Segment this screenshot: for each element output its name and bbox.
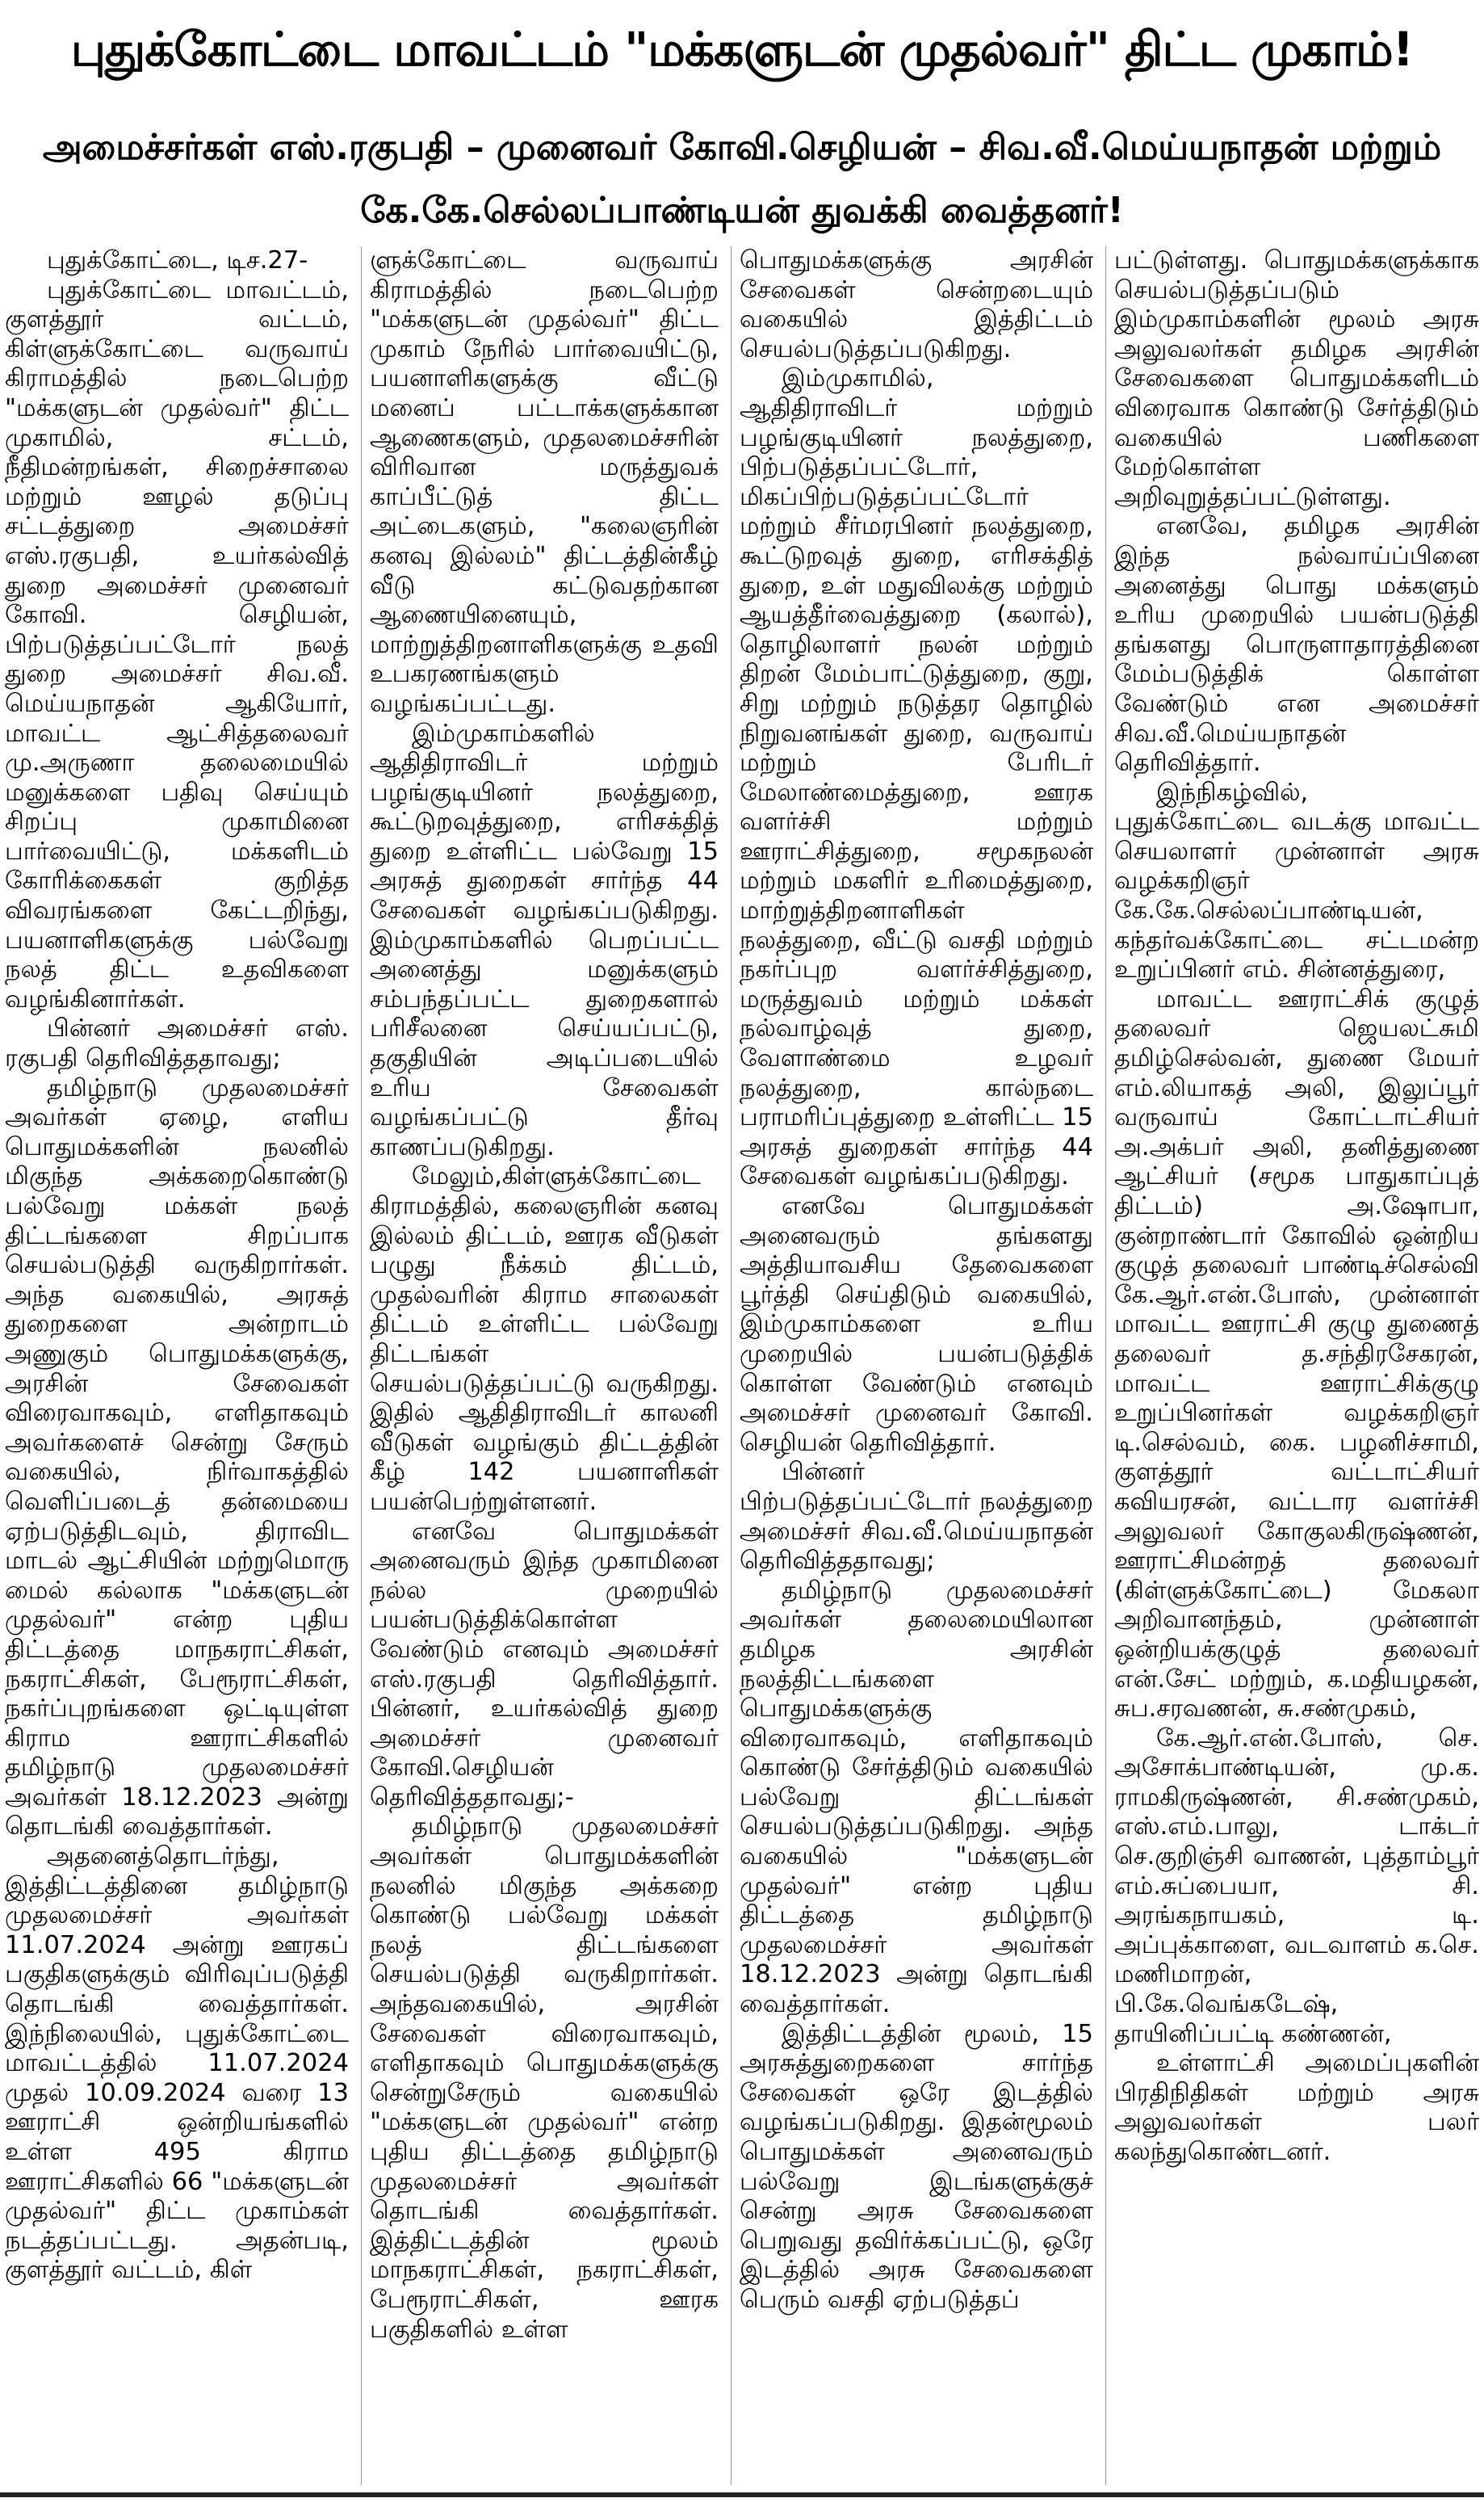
paragraph: மேலும்,கிள்ளுக்கோட்டை கிராமத்தில், கலைஞரின் கனவு இல்லம் திட்டம், ஊரக வீடுகள் பழுது நீக்கம் திட்டம், முதல்வரின் கிராம சாலைகள் திட்டம் உள்ளிட்ட பல்வேறு திட்டங்கள் செயல்படுத்தப்பட்டு வருகிறது. இதில் ஆதிதிராவிடர் காலனி வீடுகள் வழங்கும் திட்டத்தின் கீழ் 142 பயனாளிகள் பயன்பெற்றுள்ளனர். (370, 1162, 719, 1516)
paragraph: புதுக்கோட்டை மாவட்டம், குளத்தூர் வட்டம், கிள்ளுக்கோட்டை வருவாய் கிராமத்தில் நடைபெற்ற "மக்களுடன் முதல்வர்" திட்ட முகாமில், சட்டம், நீதிமன்றங்கள், சிறைச்சாலை மற்றும் ஊழல் தடுப்பு சட்டத்துறை அமைச்சர் எஸ்.ரகுபதி, உயர்கல்வித் துறை அமைச்சர் முனைவர் கோவி. செழியன், பிற்படுத்தப்பட்டோர் நலத் துறை அமைச்சர் சிவ.வீ. மெய்யநாதன் ஆகியோர், மாவட்ட ஆட்சித்தலைவர் மு.அருணா தலைமையில் மனுக்களை பதிவு செய்யும் சிறப்பு முகாமினை பார்வையிட்டு, மக்களிடம் கோரிக்கைகள் குறித்த விவரங்களை கேட்டறிந்து, பயனாளிகளுக்கு பல்வேறு நலத் திட்ட உதவிகளை வழங்கினார்கள். (5, 275, 349, 1014)
article-column-4 (1114, 246, 1479, 2485)
article-column-2 (370, 246, 723, 2485)
subheadline-line-2: கே.கே.செல்லப்பாண்டியன் துவக்கி வைத்தனர்! (360, 190, 1124, 231)
paragraph: தமிழ்நாடு முதலமைச்சர் அவர்கள் ஏழை, எளிய பொதுமக்களின் நலனில் மிகுந்த அக்கறைகொண்டு பல்வேறு மக்கள் நலத் திட்டங்களை சிறப்பாக செயல்படுத்தி வருகிறார்கள். அந்த வகையில், அரசுத் துறைகளை அன்றாடம் அணுகும் பொதுமக்களுக்கு, அரசின் சேவைகள் விரைவாகவும், எளிதாகவும் அவர்களைச் சென்று சேரும் வகையில், நிர்வாகத்தில் வெளிப்படைத் தன்மையை ஏற்படுத்திடவும், திராவிட மாடல் ஆட்சியின் மற்றுமொரு மைல் கல்லாக "மக்களுடன் முதல்வர்" என்ற புதிய திட்டத்தை மாநகராட்சிகள், நகராட்சிகள், பேரூராட்சிகள், நகர்ப்புறங்களை ஒட்டியுள்ள கிராம ஊராட்சிகளில் தமிழ்நாடு முதலமைச்சர் அவர்கள் 18.12.2023 அன்று தொடங்கி வைத்தார்கள். (5, 1073, 349, 1841)
paragraph: கே.ஆர்.என்.போஸ், செ. அசோக்பாண்டியன், மு.க. ராமகிருஷ்ணன், சி.சண்முகம், எஸ்.எம்.பாலு, டாக்டர் செ.குறிஞ்சி வாணன், புத்தாம்பூர் எம்.சுப்பையா, சி. அரங்கநாயகம், டி. அப்புக்காளை, வடவாளம் க.செ. மணிமாறன், பி.கே.வெங்கடேஷ், தாயினிப்பட்டி கண்ணன், (1114, 1724, 1479, 2048)
paragraph: உள்ளாட்சி அமைப்புகளின் பிரதிநிதிகள் மற்றும் அரசு அலுவலர்கள் பலர் கலந்துகொண்டனர். (1114, 2049, 1479, 2166)
paragraph: அதனைத்தொடர்ந்து, இத்திட்டத்தினை தமிழ்நாடு முதலமைச்சர் அவர்கள் 11.07.2024 அன்று ஊரகப் பகுதிகளுக்கும் விரிவுப்படுத்தி தொடங்கி வைத்தார்கள். இந்நிலையில், புதுக்கோட்டை மாவட்டத்தில் 11.07.2024 முதல் 10.09.2024 வரை 13 ஊராட்சி ஒன்றியங்களில் உள்ள 495 கிராம ஊராட்சிகளில் 66 "மக்களுடன் முதல்வர்" திட்ட முகாம்கள் நடத்தப்பட்டது. அதன்படி, குளத்தூர் வட்டம், கிள் (5, 1842, 349, 2285)
paragraph: எனவே பொதுமக்கள் அனைவரும் தங்களது அத்தியாவசிய தேவைகளை பூர்த்தி செய்திடும் வகையில், இம்முகாம்களை உரிய முறையில் பயன்படுத்திக் கொள்ள வேண்டும் எனவும் அமைச்சர் முனைவர் கோவி. செழியன் தெரிவித்தார். (740, 1192, 1093, 1457)
page-bottom-border (0, 2492, 1484, 2497)
paragraph: பின்னர் அமைச்சர் எஸ். ரகுபதி தெரிவித்ததாவது; (5, 1014, 349, 1073)
paragraph: மாவட்ட ஊராட்சிக் குழுத் தலைவர் ஜெயலட்சுமி தமிழ்செல்வன், துணை மேயர் எம்.லியாகத் அலி, இலுப்பூர் வருவாய் கோட்டாட்சியர் அ.அக்பர் அலி, தனித்துணை ஆட்சியர் (சமூக பாதுகாப்புத் திட்டம்) அ.ஷோபா, குன்றாண்டார் கோவில் ஒன்றிய குழுத் தலைவர் பாண்டிச்செல்வி கே.ஆர்.என்.போஸ், முன்னாள் மாவட்ட ஊராட்சி குழு துணைத் தலைவர் த.சந்திரசேகரன், மாவட்ட ஊராட்சிக்குழு உறுப்பினர்கள் வழக்கறிஞர் டி.செல்வம், கை. பழனிச்சாமி, குளத்தூர் வட்டாட்சியர் கவியரசன், வட்டார வளர்ச்சி அலுவலர் கோகுலகிருஷ்ணன், ஊராட்சிமன்றத் தலைவர் (கிள்ளுக்கோட்டை) மேகலா அறிவானந்தம், முன்னாள் ஒன்றியக்குழுத் தலைவர் என்.சேட் மற்றும், க.மதியழகன், சுப.சரவணன், சு.சண்முகம், (1114, 985, 1479, 1724)
paragraph: பொதுமக்களுக்கு அரசின் சேவைகள் சென்றடையும் வகையில் இத்திட்டம் செயல்படுத்தப்படுகிறது. (740, 246, 1093, 363)
article-column-1 (5, 246, 354, 2485)
column-divider (731, 246, 732, 2485)
paragraph: தமிழ்நாடு முதலமைச்சர் அவர்கள் தலைமையிலான தமிழக அரசின் நலத்திட்டங்களை பொதுமக்களுக்கு விரைவாகவும், எளிதாகவும் கொண்டு சேர்த்திடும் வகையில் பல்வேறு திட்டங்கள் செயல்படுத்தப்படுகிறது. அந்த வகையில் "மக்களுடன் முதல்வர்" என்ற புதிய திட்டத்தை தமிழ்நாடு முதலமைச்சர் அவர்கள் 18.12.2023 அன்று தொடங்கி வைத்தார்கள். (740, 1576, 1093, 2019)
headline: புதுக்கோட்டை மாவட்டம் "மக்களுடன் முதல்வர்" திட்ட முகாம்! (70, 22, 1414, 77)
paragraph: இம்முகாம்களில் ஆதிதிராவிடர் மற்றும் பழங்குடியினர் நலத்துறை, கூட்டுறவுத்துறை, எரிசக்தித் துறை உள்ளிட்ட பல்வேறு 15 அரசுத் துறைகள் சார்ந்த 44 சேவைகள் வழங்கப்படுகிறது. இம்முகாம்களில் பெறப்பட்ட அனைத்து மனுக்களும் சம்பந்தப்பட்ட துறைகளால் பரிசீலனை செய்யப்பட்டு, தகுதியின் அடிப்படையில் உரிய சேவைகள் வழங்கப்பட்டு தீர்வு காணப்படுகிறது. (370, 719, 719, 1161)
column-divider (1105, 246, 1106, 2485)
article-column-3 (740, 246, 1098, 2485)
paragraph: புதுக்கோட்டை, டிச.27- (47, 246, 308, 275)
paragraph: ளுக்கோட்டை வருவாய் கிராமத்தில் நடைபெற்ற "மக்களுடன் முதல்வர்" திட்ட முகாம் நேரில் பார்வையிட்டு, பயனாளிகளுக்கு வீட்டு மனைப் பட்டாக்களுக்கான ஆணைகளும், முதலமைச்சரின் விரிவான மருத்துவக் காப்பீட்டுத் திட்ட அட்டைகளும், "கலைஞரின் கனவு இல்லம்" திட்டத்தின்கீழ் வீடு கட்டுவதற்கான ஆணையினையும், மாற்றுத்திறனாளிகளுக்கு உதவி உபகரணங்களும் வழங்கப்பட்டது. (370, 246, 719, 718)
paragraph: இத்திட்டத்தின் மூலம், 15 அரசுத்துறைகளை சார்ந்த சேவைகள் ஒரே இடத்தில் வழங்கப்படுகிறது. இதன்மூலம் பொதுமக்கள் அனைவரும் பல்வேறு இடங்களுக்குச் சென்று அரசு சேவைகளை பெறுவது தவிர்க்கப்பட்டு, ஒரே இடத்தில் அரசு சேவைகளை பெரும் வசதி ஏற்படுத்தப் (740, 2019, 1093, 2314)
subheadline-line-1: அமைச்சர்கள் எஸ்.ரகுபதி – முனைவர் கோவி.செழியன் – சிவ.வீ.மெய்யநாதன் மற்றும் (42, 127, 1442, 168)
article-body (5, 246, 1479, 2485)
paragraph: எனவே, தமிழக அரசின் இந்த நல்வாய்ப்பினை அனைத்து பொது மக்களும் உரிய முறையில் பயன்படுத்தி தங்களது பொருளாதாரத்தினை மேம்படுத்திக் கொள்ள வேண்டும் என அமைச்சர் சிவ.வீ.மெய்யநாதன் தெரிவித்தார். (1114, 512, 1479, 778)
paragraph: பின்னர் பிற்படுத்தப்பட்டோர் நலத்துறை அமைச்சர் சிவ.வீ.மெய்யநாதன் தெரிவித்ததாவது; (740, 1458, 1093, 1576)
paragraph: தமிழ்நாடு முதலமைச்சர் அவர்கள் பொதுமக்களின் நலனில் மிகுந்த அக்கறை கொண்டு பல்வேறு மக்கள் நலத் திட்டங்களை செயல்படுத்தி வருகிறார்கள். அந்தவகையில், அரசின் சேவைகள் விரைவாகவும், எளிதாகவும் பொதுமக்களுக்கு சென்றுசேரும் வகையில் "மக்களுடன் முதல்வர்" என்ற புதிய திட்டத்தை தமிழ்நாடு முதலமைச்சர் அவர்கள் தொடங்கி வைத்தார்கள். இத்திட்டத்தின் மூலம் மாநகராட்சிகள், நகராட்சிகள், பேரூராட்சிகள், ஊரக பகுதிகளில் உள்ள (370, 1812, 719, 2344)
paragraph: இந்நிகழ்வில், புதுக்கோட்டை வடக்கு மாவட்ட செயலாளர் முன்னாள் அரசு வழக்கறிஞர் கே.கே.செல்லப்பாண்டியன், கந்தர்வக்கோட்டை சட்டமன்ற உறுப்பினர் எம். சின்னத்துரை, (1114, 778, 1479, 985)
paragraph: பட்டுள்ளது. பொதுமக்களுக்காக செயல்படுத்தப்படும் இம்முகாம்களின் மூலம் அரசு அலுவலர்கள் தமிழக அரசின் சேவைகளை பொதுமக்களிடம் விரைவாக கொண்டு சேர்த்திடும் வகையில் பணிகளை மேற்கொள்ள அறிவுறுத்தப்பட்டுள்ளது. (1114, 246, 1479, 511)
column-divider (361, 246, 362, 2485)
paragraph: இம்முகாமில், ஆதிதிராவிடர் மற்றும் பழங்குடியினர் நலத்துறை, பிற்படுத்தப்பட்டோர், மிகப்பிற்படுத்தப்பட்டோர் மற்றும் சீர்மரபினர் நலத்துறை, கூட்டுறவுத் துறை, எரிசக்தித் துறை, உள் மதுவிலக்கு மற்றும் ஆயத்தீர்வைத்துறை (கலால்), தொழிலாளர் நலன் மற்றும் திறன் மேம்பாட்டுத்துறை, குறு, சிறு மற்றும் நடுத்தர தொழில் நிறுவனங்கள் துறை, வருவாய் மற்றும் பேரிடர் மேலாண்மைத்துறை, ஊரக வளர்ச்சி மற்றும் ஊராட்சித்துறை, சமூகநலன் மற்றும் மகளிர் உரிமைத்துறை, மாற்றுத்திறனாளிகள் நலத்துறை, வீட்டு வசதி மற்றும் நகர்ப்புற வளர்ச்சித்துறை, மருத்துவம் மற்றும் மக்கள் நல்வாழ்வுத் துறை, வேளாண்மை உழவர் நலத்துறை, கால்நடை பராமரிப்புத்துறை உள்ளிட்ட 15 அரசுத் துறைகள் சார்ந்த 44 சேவைகள் வழங்கப்படுகிறது. (740, 364, 1093, 1191)
paragraph: எனவே பொதுமக்கள் அனைவரும் இந்த முகாமினை நல்ல முறையில் பயன்படுத்திக்கொள்ள வேண்டும் எனவும் அமைச்சர் எஸ்.ரகுபதி தெரிவித்தார். பின்னர், உயர்கல்வித் துறை அமைச்சர் முனைவர் கோவி.செழியன் தெரிவித்ததாவது;- (370, 1517, 719, 1812)
